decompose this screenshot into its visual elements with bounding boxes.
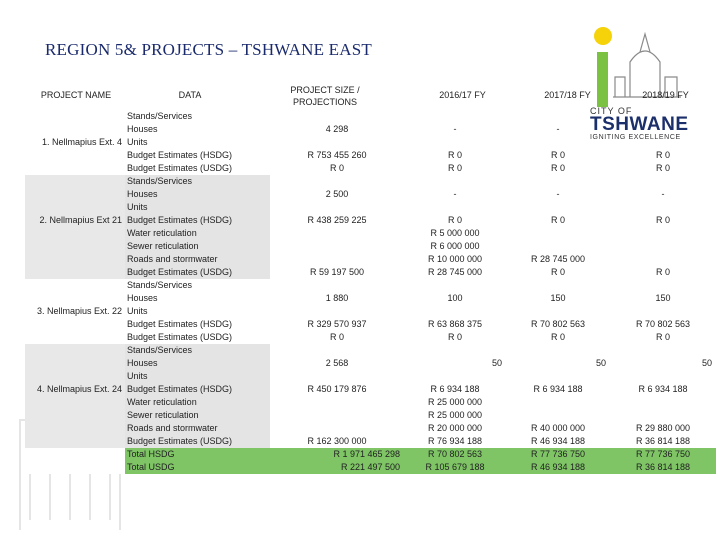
table-cell — [270, 253, 404, 266]
table-cell — [25, 318, 125, 331]
table-cell: 1. Nellmapius Ext. 4 — [25, 136, 125, 149]
table-cell — [404, 175, 506, 188]
table-cell — [404, 110, 506, 123]
table-cell: Houses — [125, 123, 270, 136]
table-cell — [404, 201, 506, 214]
table-cell: 4 298 — [325, 124, 349, 134]
table-row — [25, 370, 716, 383]
table-cell: R 162 300 000 — [270, 435, 404, 448]
table-cell: R 70 802 563 — [530, 319, 586, 329]
table-row — [25, 292, 716, 305]
table-cell: Houses — [125, 188, 270, 201]
table-cell — [270, 279, 404, 292]
table-cell: 2. Nellmapius Ext 21 — [25, 214, 125, 227]
table-cell — [506, 279, 610, 292]
table-cell: 50 — [404, 357, 506, 370]
logo-tagline: IGNITING EXCELLENCE — [590, 134, 681, 141]
table-cell: 100 — [447, 293, 463, 303]
table-cell: R 0 — [550, 163, 565, 173]
table-cell — [506, 396, 610, 409]
table-cell: Total HSDG — [125, 448, 270, 461]
table-cell: R 753 455 260 — [307, 150, 367, 160]
table-cell: R 70 802 563 — [404, 448, 506, 461]
table-cell — [25, 422, 125, 435]
table-row — [25, 422, 716, 435]
table-cell: Units — [125, 136, 270, 149]
table-cell: 2 500 — [270, 188, 404, 201]
table-cell — [404, 370, 506, 383]
table-cell: R 0 — [506, 214, 610, 227]
table-cell: R 6 934 188 — [404, 383, 506, 396]
table-cell: R 0 — [447, 163, 462, 173]
table-cell: - — [404, 188, 506, 201]
table-cell: R 0 — [655, 163, 670, 173]
table-cell — [270, 305, 404, 318]
table-cell — [25, 201, 125, 214]
table-row — [25, 383, 716, 396]
header-fy3: 2018/19 FY — [642, 90, 689, 100]
page-title: REGION 5& PROJECTS – TSHWANE EAST — [45, 40, 372, 59]
table-cell — [270, 396, 404, 409]
table-cell: R 77 736 750 — [506, 448, 610, 461]
table-cell — [25, 123, 125, 136]
table-cell — [506, 136, 610, 149]
table-cell: 1 880 — [325, 293, 349, 303]
table-cell — [25, 435, 125, 448]
table-row — [25, 110, 716, 123]
table-cell — [25, 409, 125, 422]
table-cell: R 0 — [329, 332, 344, 342]
table-cell: Water reticulation — [125, 227, 270, 240]
table-cell: R 105 679 188 — [404, 461, 506, 474]
table-cell: 2 568 — [270, 357, 404, 370]
table-cell — [25, 292, 125, 305]
table-cell — [25, 461, 125, 474]
table-cell: R 70 802 563 — [635, 319, 691, 329]
table-row — [25, 305, 716, 318]
table-cell — [610, 175, 716, 188]
table-cell: R 77 736 750 — [610, 448, 716, 461]
table-cell: - — [506, 188, 610, 201]
table-row — [25, 266, 716, 279]
table-cell — [270, 344, 404, 357]
header-project-name: PROJECT NAME — [40, 90, 112, 100]
table-cell: - — [610, 188, 716, 201]
table-cell: R 6 934 188 — [506, 383, 610, 396]
table-cell — [404, 136, 506, 149]
table-row — [25, 201, 716, 214]
table-cell — [506, 201, 610, 214]
table-row — [25, 318, 716, 331]
table-cell — [25, 396, 125, 409]
table-row — [25, 149, 716, 162]
projects-table — [25, 110, 716, 474]
table-cell: R 0 — [550, 332, 565, 342]
table-cell: R 36 814 188 — [610, 461, 716, 474]
table-cell: R 36 814 188 — [610, 435, 716, 448]
table-cell — [610, 396, 716, 409]
table-cell: - — [556, 124, 560, 134]
table-row — [25, 240, 716, 253]
table-row — [25, 175, 716, 188]
table-cell — [506, 305, 610, 318]
table-cell — [270, 175, 404, 188]
table-cell — [25, 240, 125, 253]
table-cell: 150 — [550, 293, 566, 303]
table-cell: R 438 259 225 — [270, 214, 404, 227]
table-cell: R 40 000 000 — [506, 422, 610, 435]
table-cell: Units — [125, 201, 270, 214]
logo-city: CITY OF — [590, 106, 633, 116]
table-cell: R 6 934 188 — [610, 383, 716, 396]
table-cell: 50 — [610, 357, 716, 370]
table-cell — [270, 370, 404, 383]
table-cell — [610, 344, 716, 357]
table-cell — [25, 162, 125, 175]
table-row — [25, 214, 716, 227]
table-cell: R 46 934 188 — [506, 435, 610, 448]
table-cell: R 25 000 000 — [404, 409, 506, 422]
table-cell: Sewer reticulation — [125, 240, 270, 253]
table-cell — [404, 344, 506, 357]
table-cell: R 221 497 500 — [270, 461, 404, 474]
table-cell — [270, 136, 404, 149]
table-row — [25, 409, 716, 422]
table-cell — [506, 240, 610, 253]
table-cell: 3. Nellmapius Ext. 22 — [25, 305, 125, 318]
table-cell: Stands/Services — [125, 175, 270, 188]
table-cell: R 10 000 000 — [404, 253, 506, 266]
table-cell — [506, 409, 610, 422]
table-cell — [25, 279, 125, 292]
table-cell: Budget Estimates (USDG) — [125, 331, 270, 344]
table-row — [25, 435, 716, 448]
table-row — [25, 357, 716, 370]
table-row — [25, 448, 716, 461]
table-row — [25, 279, 716, 292]
table-cell: R 46 934 188 — [506, 461, 610, 474]
table-cell: Roads and stormwater — [125, 422, 270, 435]
table-cell — [270, 409, 404, 422]
table-row — [25, 162, 716, 175]
table-cell: R 0 — [610, 266, 716, 279]
table-cell: Budget Estimates (HSDG) — [125, 214, 270, 227]
table-cell: R 0 — [329, 163, 344, 173]
table-cell: R 0 — [506, 266, 610, 279]
table-cell: 50 — [506, 357, 610, 370]
table-row — [25, 344, 716, 357]
table-cell: R 0 — [447, 332, 462, 342]
table-cell: R 0 — [404, 214, 506, 227]
table-cell: R 63 868 375 — [427, 319, 483, 329]
table-cell: R 29 880 000 — [610, 422, 716, 435]
table-cell — [404, 279, 506, 292]
table-cell — [610, 279, 716, 292]
building-icon — [613, 34, 681, 97]
table-cell — [270, 227, 404, 240]
table-cell: Budget Estimates (HSDG) — [125, 383, 270, 396]
table-row — [25, 253, 716, 266]
header-fy1: 2016/17 FY — [439, 90, 486, 100]
table-cell — [25, 188, 125, 201]
table-cell: Units — [125, 370, 270, 383]
table-cell: R 0 — [655, 332, 670, 342]
table-row — [25, 396, 716, 409]
table-cell: 4. Nellmapius Ext. 24 — [25, 383, 125, 396]
table-cell: R 28 745 000 — [404, 266, 506, 279]
table-cell: Budget Estimates (USDG) — [125, 266, 270, 279]
table-cell: Stands/Services — [125, 279, 270, 292]
table-cell: Sewer reticulation — [125, 409, 270, 422]
table-cell — [25, 253, 125, 266]
table-cell — [506, 175, 610, 188]
table-cell: Budget Estimates (HSDG) — [125, 318, 270, 331]
table-cell — [506, 370, 610, 383]
table-cell: Stands/Services — [125, 344, 270, 357]
table-cell — [25, 110, 125, 123]
table-cell: R 329 570 937 — [307, 319, 367, 329]
table-cell — [610, 123, 716, 136]
table-cell — [25, 331, 125, 344]
table-cell — [610, 240, 716, 253]
table-cell: R 76 934 188 — [404, 435, 506, 448]
table-cell — [25, 149, 125, 162]
table-cell — [610, 201, 716, 214]
table-cell: Units — [125, 305, 270, 318]
table-cell: R 0 — [655, 150, 670, 160]
table-cell — [25, 344, 125, 357]
table-row — [25, 188, 716, 201]
table-cell: Budget Estimates (USDG) — [125, 435, 270, 448]
table-cell — [506, 110, 610, 123]
table-cell: R 0 — [550, 150, 565, 160]
table-cell — [610, 136, 716, 149]
header-data: DATA — [178, 90, 202, 100]
table-cell: R 5 000 000 — [404, 227, 506, 240]
table-cell — [270, 240, 404, 253]
table-cell — [270, 110, 404, 123]
table-row — [25, 331, 716, 344]
table-cell: R 25 000 000 — [404, 396, 506, 409]
table-cell: R 1 971 465 298 — [270, 448, 404, 461]
table-cell — [610, 305, 716, 318]
table-cell — [270, 422, 404, 435]
table-cell — [610, 370, 716, 383]
table-cell — [25, 448, 125, 461]
table-cell: R 450 179 876 — [270, 383, 404, 396]
table-cell: Roads and stormwater — [125, 253, 270, 266]
table-cell: Houses — [125, 292, 270, 305]
table-cell — [506, 227, 610, 240]
header-size: PROJECT SIZE / PROJECTIONS — [290, 85, 360, 107]
table-cell: R 28 745 000 — [506, 253, 610, 266]
table-cell — [25, 357, 125, 370]
table-cell: Total USDG — [125, 461, 270, 474]
table-row — [25, 227, 716, 240]
table-cell: - — [453, 124, 457, 134]
table-cell: R 20 000 000 — [404, 422, 506, 435]
table-cell — [25, 370, 125, 383]
table-cell: 150 — [655, 293, 671, 303]
table-cell — [610, 227, 716, 240]
header-fy2: 2017/18 FY — [544, 90, 591, 100]
table-cell — [404, 305, 506, 318]
table-cell — [270, 201, 404, 214]
table-cell — [610, 110, 716, 123]
table-cell: Budget Estimates (HSDG) — [125, 149, 270, 162]
table-cell: Stands/Services — [125, 110, 270, 123]
table-cell — [25, 266, 125, 279]
table-cell — [610, 409, 716, 422]
table-cell: Budget Estimates (USDG) — [125, 162, 270, 175]
logo-name: TSHWANE — [590, 114, 689, 135]
table-cell: Water reticulation — [125, 396, 270, 409]
table-cell: R 0 — [610, 214, 716, 227]
sun-icon — [594, 27, 612, 45]
table-cell: Houses — [125, 357, 270, 370]
table-row — [25, 461, 716, 474]
table-cell — [610, 253, 716, 266]
table-cell: R 6 000 000 — [404, 240, 506, 253]
table-cell: R 59 197 500 — [270, 266, 404, 279]
table-cell — [506, 344, 610, 357]
table-cell: R 0 — [447, 150, 462, 160]
table-row — [25, 123, 716, 136]
table-cell — [25, 175, 125, 188]
table-row — [25, 136, 716, 149]
table-cell — [25, 227, 125, 240]
